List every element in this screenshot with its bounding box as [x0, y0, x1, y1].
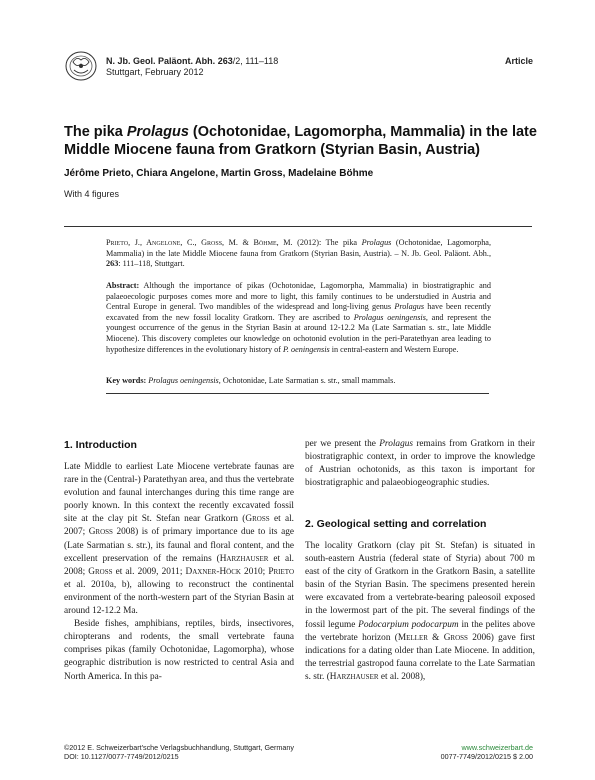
article-type-label: Article [504, 56, 533, 66]
figures-note: With 4 figures [64, 189, 120, 199]
copyright: ©2012 E. Schweizerbart'sche Verlagsbuchhandlung, Stuttgart, Germany [64, 743, 295, 752]
journal-issue: /2 [232, 56, 241, 66]
introduction-paragraph-1: Late Middle to earliest Late Miocene vertebrate faunas are rare in the (Central-) Paratethyan area, and thus the vertebrate evolution and faunal interchanges during this time range are poorly known. In this context the recently excavated fossil site at the clay pit St. Stefan near Gratkorn (Gross et al. 2007; Gross 2008) is of primary importance due to its age (Late Sarmatian s. str.), its faunal and floral content, and the excellent preservation of the remains (Harzhauser et al. 2008; Gross et al. 2009, 2011; Daxner-Höck 2010; Prieto et al. 2010a, b), allowing to reconstruct the continental environment of the north-western part of the Styrian Basin at around 12-12.2 Ma. [64, 462, 294, 617]
introduction-paragraph-2: Beside fishes, amphibians, reptiles, birds, insectivores, chiropterans and rodents, the small vertebrate fauna comprises pikas (family Ochotonidae, Lagomorpha), whose geographic distribution is now restricted to central Asia and North America. In this pa- [64, 619, 294, 682]
publisher-logo-icon [64, 50, 98, 82]
divider-top [64, 226, 532, 227]
issn-price: 0077-7749/2012/0215 $ 2.00 [440, 752, 533, 761]
geology-body [305, 540, 535, 684]
footer-left [64, 743, 294, 761]
paper-title: The pika Prolagus (Ochotonidae, Lagomorpha, Mammalia) in the late Middle Miocene fauna from Gratkorn (Styrian Basin, Austria) [64, 124, 537, 158]
citation-block: Prieto, J., Angelone, C., Gross, M. & Böhme, M. (2012): The pika Prolagus (Ochotonidae, Lagomorpha, Mammalia) in the late Middle Miocene fauna from Gratkorn (Styrian Basin, Austria). – N. Jb. Geol. Paläont. Abh., 263: 111–118, Stuttgart. [106, 238, 491, 269]
geology-paragraph-1: The locality Gratkorn (clay pit St. Stefan) is situated in south-eastern Austria (federal state of Styria) about 700 m east of the city of Gratkorn in the Gratkorn Basin, a satellite basin of the Styrian Basin. The specimens presented herein were excavated from a vertebrate-bearing paleosoil exposed in the lowermost part of the pit. The several findings of the fossil legume Podocarpium podocarpum in the pelites above the vertebrate horizon (Meller & Gross 2006) gave first indications for a dating older than Late Miocene. In addition, the terrestrial gastropod fauna correlate to the Late Sarmatian s. str. (Harzhauser et al. 2008), [305, 541, 535, 682]
introduction-continuation: per we present the Prolagus remains from Gratkorn in their biostratigraphic context, in order to improve the knowledge of Austrian ochotonids, as this taxon is important for biostratigraphic and palaeobiogeographic studies. [305, 439, 535, 489]
footer-right [441, 743, 533, 761]
divider-bottom [106, 393, 489, 394]
journal-place-date: Stuttgart, February 2012 [106, 67, 204, 77]
doi: DOI: 10.1127/0077-7749/2012/0215 [64, 752, 179, 761]
keywords: Key words: Prolagus oeningensis, Ochotonidae, Late Sarmatian s. str., small mammals. [106, 376, 396, 385]
section-heading-introduction: 1. Introduction [64, 439, 137, 451]
journal-volume: 263 [217, 56, 233, 66]
author-list: Jérôme Prieto, Chiara Angelone, Martin Gross, Madelaine Böhme [64, 168, 374, 179]
section-heading-geology: 2. Geological setting and correlation [305, 518, 487, 530]
journal-name: N. Jb. Geol. Paläont. Abh. [106, 56, 216, 66]
journal-info [106, 56, 278, 78]
journal-pages: , 111–118 [240, 56, 279, 66]
introduction-body [64, 461, 294, 684]
publisher-website-link[interactable]: www.schweizerbart.de [461, 743, 533, 752]
abstract: Abstract: Although the importance of pikas (Ochotonidae, Lagomorpha, Mammalia) in biostratigraphic and palaeoecologic purposes comes more and more to light, this family continues to be understudied in Austria and Central Europe in general. Two mandibles of the widespread and long-living genus Prolagus have been recently excavated from the new fossil locality Gratkorn. They are ascribed to Prolagus oeningensis, and represent the youngest occurrence of the genus in the Styrian Basin at around 12-12.2 Ma (Late Sarmatian s. str., late Middle Miocene). This discovery completes our knowledge on ochotonid evolution in the peri-Paratethyan area leading to hypothesize differences in the evolutionary history of P. oeningensis in central-eastern and Western Europe. [106, 281, 492, 354]
